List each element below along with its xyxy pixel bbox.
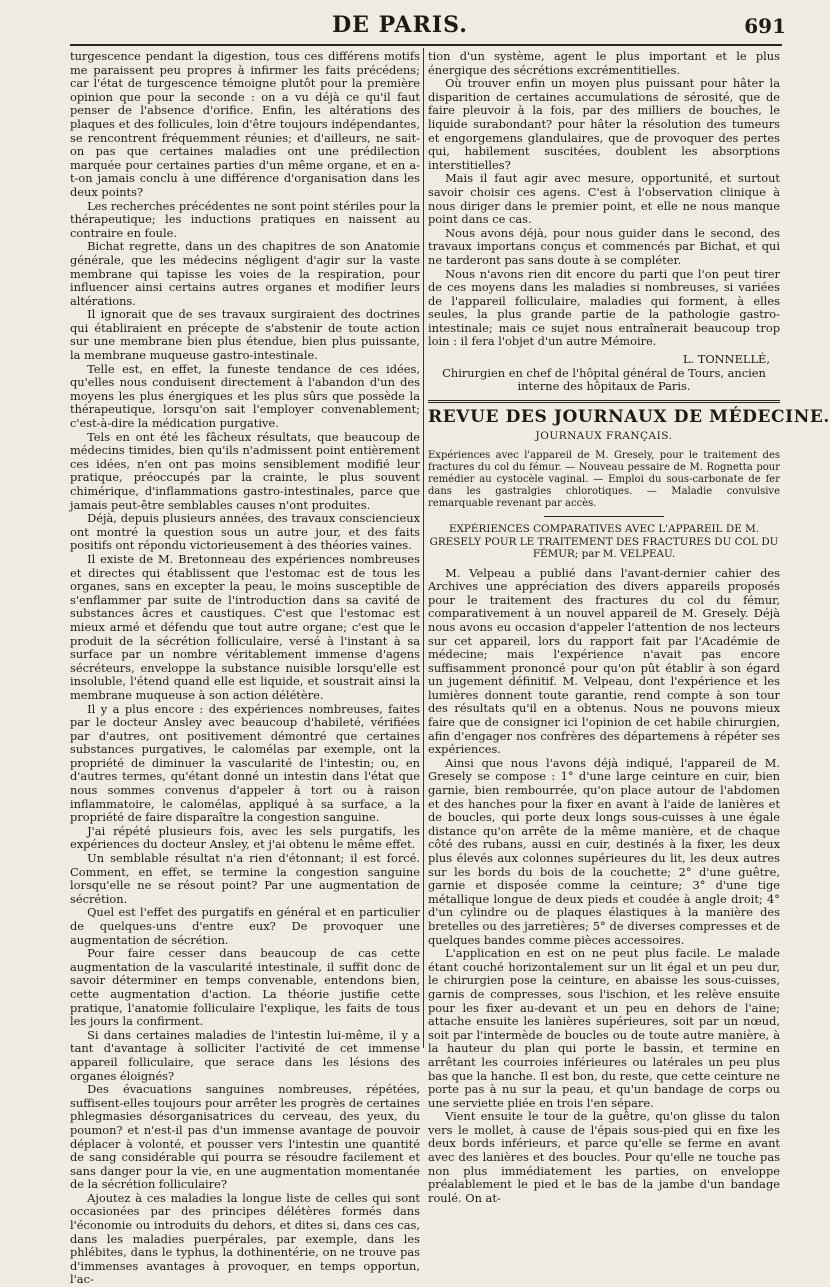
paragraph: Si dans certaines maladies de l'intestin lui-même, il y a tant d'avantage à solliciter l'activité de cet immense appareil folliculaire, que serace dans les lésions des organes éloignés? xyxy=(70,1027,420,1083)
paragraph: Tels en ont été les fâcheux résultats, que beaucoup de médecins timides, bien qu'ils n'admissent point entièrement ces idées, n'en ont pas moins sensiblement modifié leur pratique, préoccupés par la crainte, le plus souvent chimérique, d'inflammations gastro-intestinales, parce que jamais peut-être semblables causes n'ont produites. xyxy=(70,429,420,512)
section-summary: Expériences avec l'appareil de M. Gresely, pour le traitement des fractures du col du fémur. — Nouveau pessaire de M. Rognetta pour remédier au cystocèle vaginal. — Emploi du sous-carbonate de fer dans les gastralgies chlorotiques. — Maladie convulsive remarquable revenant par accès. xyxy=(428,450,780,510)
paragraph: Bichat regrette, dans un des chapitres de son Anatomie générale, que les médecins négligent d'agir sur la vaste membrane qui tapisse les voies de la respiration, pour influencer ainsi certains autres organes et modifier leurs altérations. xyxy=(70,239,420,308)
paragraph: Les recherches précédentes ne sont point stériles pour la thérapeutique; les inductions pratiques en naissent au contraire en foule. xyxy=(70,198,420,240)
paragraph: Il y a plus encore : des expériences nombreuses, faites par le docteur Ansley avec beaucoup d'habileté, vérifiées par d'autres, ont positivement démontré que certaines substances purgatives, le calomélas par exemple, ont la propriété de diminuer la vascularité de l'intestin; ou, en d'autres termes, qu'étant donné un intestin dans l'état que nous sommes convenus d'appeler à tort ou à raison inflammatoire, le calomélas, appliqué à sa surface, a la propriété de faire disparaître la congestion sanguine. xyxy=(70,701,420,825)
section-subtitle: JOURNAUX FRANÇAIS. xyxy=(535,430,673,443)
paragraph: Pour faire cesser dans beaucoup de cas cette augmentation de la vascularité intestinale, il suffit donc de savoir déterminer en temps convenable, entendons bien, cette augmentation d'action. La théorie justifie cette pratique, l'anatomie folliculaire l'explique, les faits de tous les jours la confirment. xyxy=(70,946,420,1029)
paragraph: Nous avons déjà, pour nous guider dans le second, des travaux importans conçus et commencés par Bichat, et qui ne tarderont pas sans doute à se compléter. xyxy=(428,225,780,267)
signature-title: interne des hôpitaux de Paris. xyxy=(517,379,691,394)
paragraph: Ajoutez à ces maladies la longue liste de celles qui sont occasionées par des principes délétères formés dans l'économie ou introduits du dehors, et dites si, dans ces cas, dans les maladies puerpérales, par exemple, dans les phlébites, dans le typhus, la dothinentérie, on ne trouve pas d'immenses avantages à provoquer, en temps opportun, l'ac- xyxy=(70,1190,420,1287)
paragraph: Ainsi que nous l'avons déjà indiqué, l'appareil de M. Gresely se compose : 1° d'une large ceinture en cuir, bien garnie, bien rembourrée, qu'on place autour de l'abdomen et des hanches pour la fixer en avant à l'aide de lanières et de boucles, qui porte deux longs sous-cuisses à une égale distance qu'on arrête de la même manière, et de chaque côté des rubans, aussi en cuir, destinés à la fixer, les deux plus élevés aux colonnes supérieures du lit, les deux autres sur les bords du bois de la couchette; 2° d'une guêtre, garnie et disposée comme la ceinture; 3° d'une tige métallique longue de deux pieds et coudée à angle droit; 4° d'un cylindre ou de plaques élastiques à la manière des bretelles ou des jarretières; 5° de diverses compresses et de quelques bandes comme pièces accessoires. xyxy=(428,755,780,947)
paragraph: Quel est l'effet des purgatifs en général et en particulier de quelques-uns d'entre eux? De provoquer une augmentation de sécrétion. xyxy=(70,905,420,947)
summary-rule xyxy=(544,516,664,517)
right-column xyxy=(428,49,830,1205)
signature-title: Chirurgien en chef de l'hôpital général de Tours, ancien xyxy=(442,365,766,380)
section-title: REVUE DES JOURNAUX DE MÉDECINE. xyxy=(428,406,830,427)
paragraph: turgescence pendant la digestion, tous ces différens motifs me paraissent peu propres à infirmer les faits précédens; car l'état de turgescence témoigne plutôt pour la première opinion que pour la seconde : on a vu déjà ce qu'il faut penser de l'absence d'orifice. Enfin, les altérations des plaques et des follicules, loin d'être toujours indépendantes, se rencontrent fréquemment réunies; et d'ailleurs, ne sait-on pas que certaines maladies ont une prédilection marquée pour certaines parties d'un même organe, et en a-t-on jamais conclu à une différence d'organisation dans les deux points? xyxy=(70,49,420,199)
column-divider xyxy=(423,48,424,1048)
paragraph: Où trouver enfin un moyen plus puissant pour hâter la disparition de certaines accumulations de sérosité, que de faire pleuvoir à la fois, par des milliers de bouches, le liquide surabondant? pour hâter la résolution des tumeurs et engorgemens glandulaires, que de provoquer des pertes qui, habilement suscitées, doublent les absorptions interstitielles? xyxy=(428,76,780,172)
section-rule xyxy=(428,400,780,403)
paragraph: J'ai répété plusieurs fois, avec les sels purgatifs, les expériences du docteur Ansley, et j'ai obtenu le même effet. xyxy=(70,823,420,852)
paragraph: Un semblable résultat n'a rien d'étonnant; il est forcé. Comment, en effet, se termine la congestion sanguine lorsqu'elle ne se résout point? Par une augmentation de sécrétion. xyxy=(70,851,420,906)
paragraph: Il ignorait que de ses travaux surgiraient des doctrines qui établiraient en précepte de s'abstenir de toute action sur une membrane bien plus étendue, bien plus puissante, la membrane muqueuse gastro-intestinale. xyxy=(70,307,420,363)
paragraph: M. Velpeau a publié dans l'avant-dernier cahier des Archives une appréciation des divers appareils proposés pour le traitement des fractures du col du fémur, comparativement à un nouvel appareil de M. Gresely. Déjà nous avons eu occasion d'appeler l'attention de nos lecteurs sur cet appareil, lors du rapport fait par l'Académie de médecine; mais l'expérience n'avait pas encore suffisamment prononcé pour qu'on pût établir à son égard un jugement définitif. M. Velpeau, dont l'expérience et les lumières donnent toute garantie, rend compte à son tour des résultats qu'il en a obtenus. Nous ne pouvons mieux faire que de consigner ici l'opinion de cet habile chirurgien, afin d'engager nos confrères des départemens à répéter ses expériences. xyxy=(428,565,780,757)
paragraph: Des évacuations sanguines nombreuses, répétées, suffisent-elles toujours pour arrêter les progrès de certaines phlegmasies désorganisatrices du cerveau, des yeux, du poumon? et n'est-il pas d'un immense avantage de pouvoir déplacer à volonté, et pousser vers l'intestin une quantité de sang considérable qui pourra se résoudre facilement et sans danger pour la vie, en une augmentation momentanée de la sécrétion folliculaire? xyxy=(70,1082,420,1192)
paragraph: Nous n'avons rien dit encore du parti que l'on peut tirer de ces moyens dans les maladies si nombreuses, si variées de l'appareil folliculaire, maladies qui forment, à elles seules, la plus grande partie de la pathologie gastro-intestinale; mais ce sujet nous entraînerait beaucoup trop loin : il fera l'objet d'un autre Mémoire. xyxy=(428,266,780,349)
paragraph: Vient ensuite le tour de la guêtre, qu'on glisse du talon vers le mollet, à cause de l'épais sous-pied qui en fixe les deux bords inférieurs, et parce qu'elle se ferme en avant avec des lanières et des boucles. Pour qu'elle ne touche pas non plus immédiatement les parties, on enveloppe préalablement le pied et le bas de la jambe d'un bandage roulé. On at- xyxy=(428,1109,780,1205)
left-column xyxy=(70,50,420,1287)
paragraph: L'application en est on ne peut plus facile. Le malade étant couché horizontalement sur un lit égal et un peu dur, le chirurgien pose la ceinture, en abaisse les sous-cuisses, garnis de compresses, sous l'ischion, et les relève ensuite pour les fixer au-devant et un peu en dehors de l'aine; attache ensuite les lanières supérieures, soit par un nœud, soit par l'intermède de boucles ou de toute autre manière, à la hauteur du plan qui porte le bassin, et termine en arrêtant les courroies inférieures ou latérales un peu plus bas que la hanche. Il est bon, du reste, que cette ceinture ne porte pas à nu sur la peau, et qu'un bandage de corps ou une serviette pliée en trois l'en sépare. xyxy=(428,946,780,1110)
paragraph: Mais il faut agir avec mesure, opportunité, et surtout savoir choisir ces agens. C'est à l'observation clinique à nous diriger dans le premier point, et elle ne nous manque point dans ce cas. xyxy=(428,171,780,227)
article-title: EXPÉRIENCES COMPARATIVES AVEC L'APPAREIL DE M. GRESELY POUR LE TRAITEMENT DES FRACTURES DU COL DU FÉMUR; par M. VELPEAU. xyxy=(429,523,779,561)
page-number: 691 xyxy=(744,14,786,38)
paragraph: Il existe de M. Bretonneau des expériences nombreuses et directes qui établissent que l'estomac est de tous les organes, sans en excepter la peau, le moins susceptible de s'enflammer par suite de l'introduction dans sa cavité de substances âcres et caustiques. C'est que l'estomac est mieux armé et défendu que tout autre organe; c'est que le produit de la sécrétion folliculaire, versé à l'instant à sa surface par un nombre véritablement immense d'agens sécréteurs, enveloppe la substance nuisible lorsqu'elle est insoluble, l'étend quand elle est liquide, et soustrait ainsi la membrane muqueuse à son action délétère. xyxy=(70,551,420,702)
signature-name: L. TONNELLÉ, xyxy=(682,352,770,367)
running-title: DE PARIS. xyxy=(332,12,468,38)
paragraph: tion d'un système, agent le plus important et le plus énergique des sécrétions excrémentitielles. xyxy=(428,49,780,77)
header-rule xyxy=(70,44,782,46)
paragraph: Telle est, en effet, la funeste tendance de ces idées, qu'elles nous conduisent directement à l'abandon d'un des moyens les plus énergiques et les plus sûrs que possède la thérapeutique, lorsqu'on sait l'employer convenablement; c'est-à-dire la médication purgative. xyxy=(70,361,420,431)
paragraph: Déjà, depuis plusieurs années, des travaux consciencieux ont montré la question sous un autre jour, et des faits positifs ont répondu victorieusement à des théories vaines. xyxy=(70,511,420,553)
page-header xyxy=(0,10,800,44)
